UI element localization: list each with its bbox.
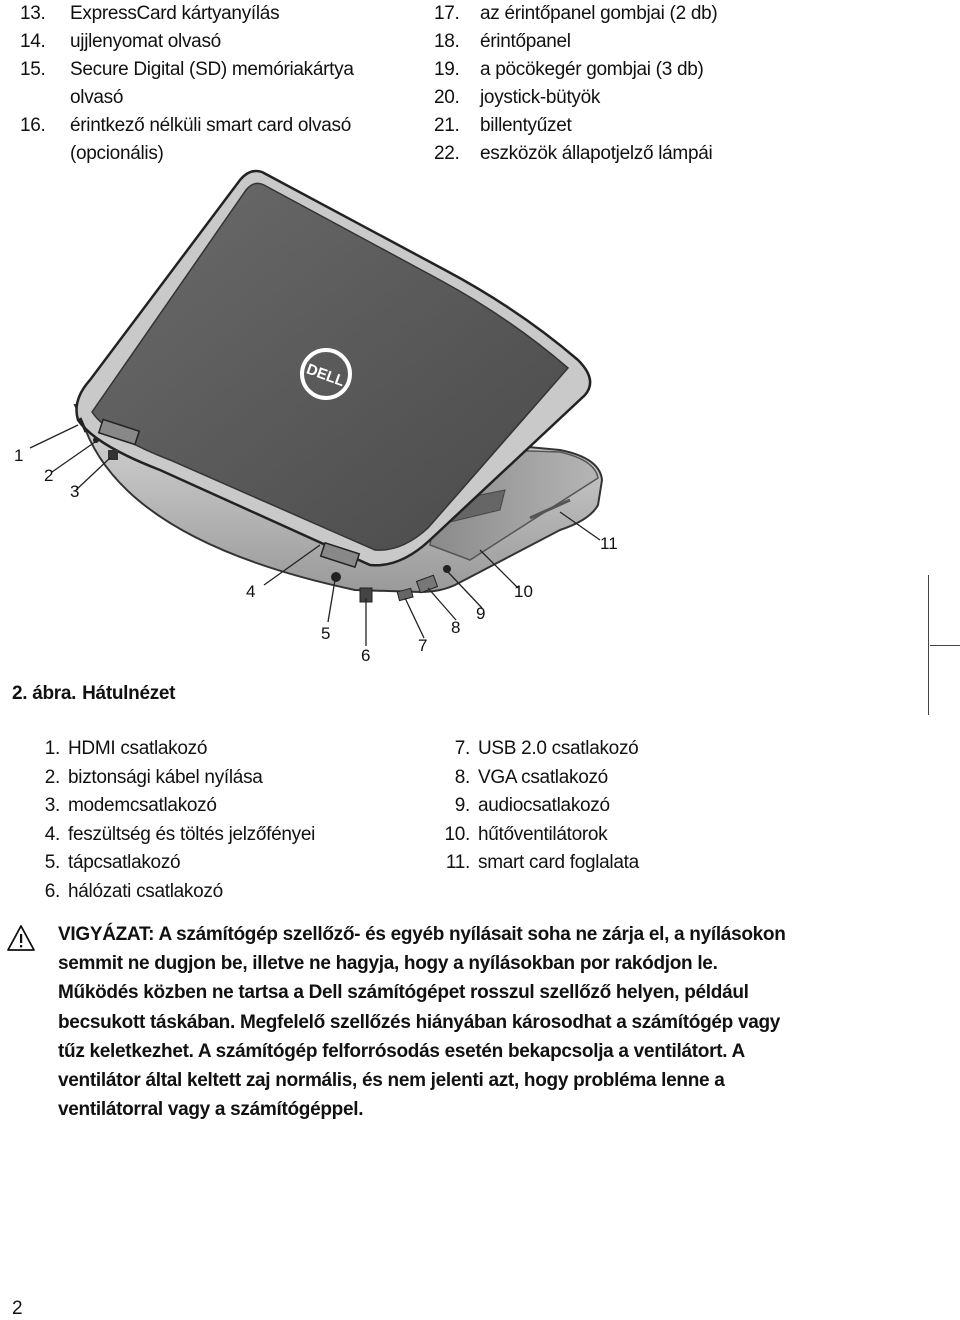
crop-mark-vertical: [928, 575, 929, 715]
laptop-back-view-figure: [0, 165, 960, 675]
callout-3: 3: [70, 482, 80, 501]
list-item: 13. ExpressCard kártyanyílás: [20, 3, 280, 24]
page-number: 2: [12, 1298, 23, 1319]
figure-caption: [12, 683, 181, 705]
list-item: 20. joystick-bütyök: [434, 87, 601, 108]
top-list-left: [20, 0, 354, 168]
list-item: 5. tápcsatlakozó: [44, 852, 181, 873]
list-item: 6. hálózati csatlakozó: [44, 880, 223, 902]
list-item: 7. USB 2.0 csatlakozó: [454, 738, 639, 759]
figure-caption-label: 2. ábra.: [12, 683, 77, 704]
list-item: 22. eszközök állapotjelző lámpái: [434, 143, 713, 164]
list-item: 18. érintőpanel: [434, 31, 571, 52]
callout-7: 7: [418, 636, 428, 655]
list-item: 10. hűtőventilátorok: [444, 823, 608, 845]
callout-1: 1: [14, 446, 24, 465]
caution-text: VIGYÁZAT: A számítógép szellőző- és egyéb nyílásait soha ne zárja el, a nyílásokon semmit ne dugjon be, illetve ne hagyja, hogy a nyílásokban por rakódjon le. Működés közben ne tartsa a Dell számítógépet rosszul szellőző helyen, például becsukott táskában. Megfelelő szellőzés hiányában károsodhat a számítógép vagy tűz keletkezhet. A számítógép felforrósodás esetén bekapcsolja a ventilátort. A ventilátor által keltett zaj normális, és nem jelenti azt, hogy probléma lenne a ventilátorral vagy a számítógéppel.: [58, 924, 786, 1121]
legend-right: [428, 735, 639, 878]
list-item: 4. feszültség és töltés jelzőfényei: [44, 823, 316, 845]
callout-2: 2: [44, 466, 54, 485]
callout-11: 11: [600, 534, 618, 553]
list-item: olvasó: [70, 87, 124, 108]
list-item: 3. modemcsatlakozó: [44, 795, 217, 816]
list-item: 11. smart card foglalata: [445, 852, 639, 873]
warning-triangle-icon: [6, 924, 36, 952]
list-item: 16. érintkező nélküli smart card olvasó: [20, 115, 351, 136]
legend-left: [28, 735, 315, 906]
callout-4: 4: [246, 582, 256, 601]
list-item: (opcionális): [70, 143, 164, 164]
callout-6: 6: [361, 646, 371, 665]
list-item: 9. audiocsatlakozó: [454, 795, 610, 816]
crop-mark-horizontal: [930, 645, 960, 646]
list-item: 2. biztonsági kábel nyílása: [44, 766, 263, 788]
list-item: 17. az érintőpanel gombjai (2 db): [434, 3, 718, 24]
list-item: 15. Secure Digital (SD) memóriakártya: [20, 59, 354, 80]
list-item: 19. a pöcökegér gombjai (3 db): [434, 59, 704, 80]
list-item: 8. VGA csatlakozó: [454, 766, 608, 788]
figure-caption-title: Hátulnézet: [82, 683, 176, 704]
top-list-right: [434, 0, 717, 168]
list-item: 14. ujjlenyomat olvasó: [20, 31, 221, 52]
callout-8: 8: [451, 618, 461, 637]
list-item: 21. billentyűzet: [434, 115, 572, 136]
callout-10: 10: [514, 582, 533, 601]
svg-text:DELL: DELL: [304, 360, 347, 391]
list-item: 1. HDMI csatlakozó: [44, 738, 208, 759]
callout-5: 5: [321, 624, 331, 643]
callout-9: 9: [476, 604, 486, 623]
